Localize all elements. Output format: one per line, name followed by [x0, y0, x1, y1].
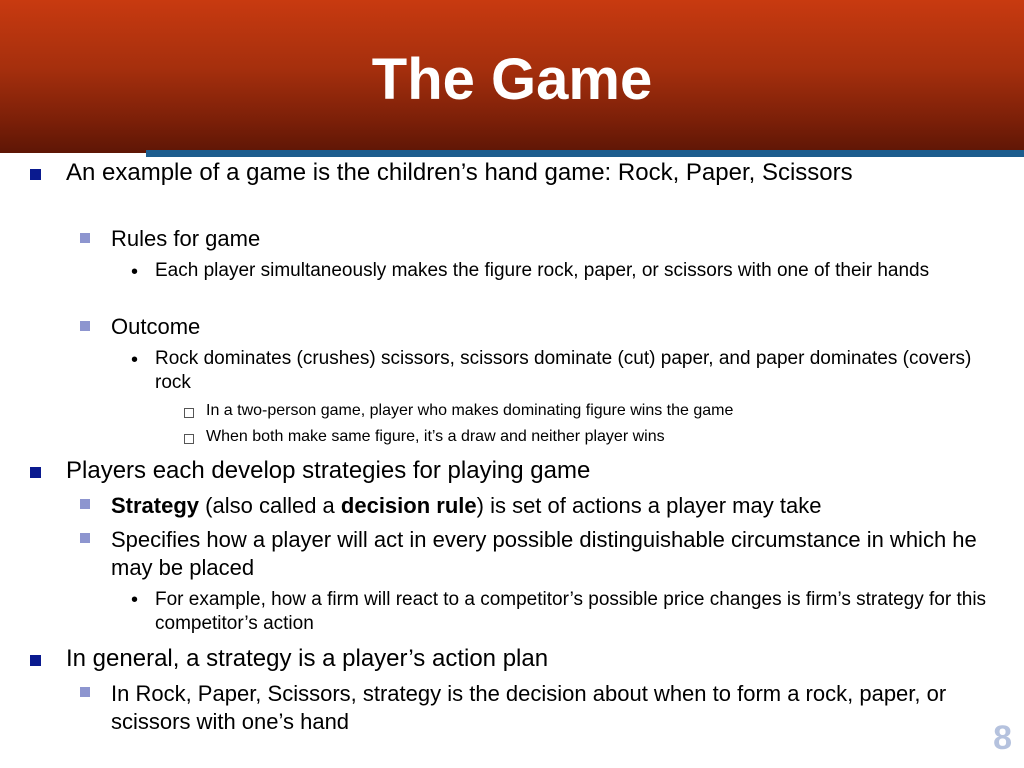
bullet-square-icon: [80, 687, 90, 697]
bullet-game-example: An example of a game is the children’s hand game: Rock, Paper, Scissors: [66, 159, 853, 186]
strategy-example: For example, how a firm will react to a competitor’s possible price changes is firm’s strategy for this competitor’s action: [155, 589, 987, 634]
title-accent-line: [146, 150, 1024, 157]
sub-bullet-strategy-definition: [111, 492, 991, 520]
rules-detail: Each player simultaneously makes the figure rock, paper, or scissors with one of their hands: [155, 260, 930, 281]
sub-bullet-rps-strategy: In Rock, Paper, Scissors, strategy is the decision about when to form a rock, paper, or scissors with one’s hand: [111, 681, 947, 734]
bullet-dot-icon: •: [131, 349, 139, 371]
bullet-square-icon: [30, 467, 41, 478]
outcome-sub-winner: In a two-person game, player who makes dominating figure wins the game: [206, 402, 734, 419]
bullet-players-strategies: Players each develop strategies for playing game: [66, 457, 591, 484]
strategy-end-text: ) is set of actions a player may take: [476, 493, 822, 518]
page-number: 8: [993, 719, 1012, 757]
strategy-mid-text: (also called a: [199, 493, 341, 518]
bullet-square-icon: [30, 169, 41, 180]
bullet-dot-icon: •: [131, 261, 139, 283]
outcome-sub-draw: When both make same figure, it’s a draw and neither player wins: [206, 428, 665, 445]
bullet-square-icon: [30, 655, 41, 666]
slide-title: The Game: [371, 47, 653, 112]
decision-rule-term: decision rule: [340, 493, 477, 518]
bullet-hollow-square-icon: [184, 408, 194, 418]
bullet-hollow-square-icon: [184, 434, 194, 444]
bullet-square-icon: [80, 499, 90, 509]
bullet-square-icon: [80, 233, 90, 243]
sub-bullet-outcome: Outcome: [111, 314, 201, 339]
bullet-action-plan: In general, a strategy is a player’s action plan: [66, 645, 549, 672]
bullet-dot-icon: •: [131, 589, 139, 611]
outcome-detail: Rock dominates (crushes) scissors, scissors dominate (cut) paper, and paper dominates (covers) rock: [155, 348, 972, 393]
sub-bullet-rules: Rules for game: [111, 226, 261, 251]
strategy-term: Strategy: [111, 493, 200, 518]
bullet-square-icon: [80, 533, 90, 543]
bullet-square-icon: [80, 321, 90, 331]
sub-bullet-specifies: Specifies how a player will act in every possible distinguishable circumstance in which he may be placed: [111, 527, 977, 580]
